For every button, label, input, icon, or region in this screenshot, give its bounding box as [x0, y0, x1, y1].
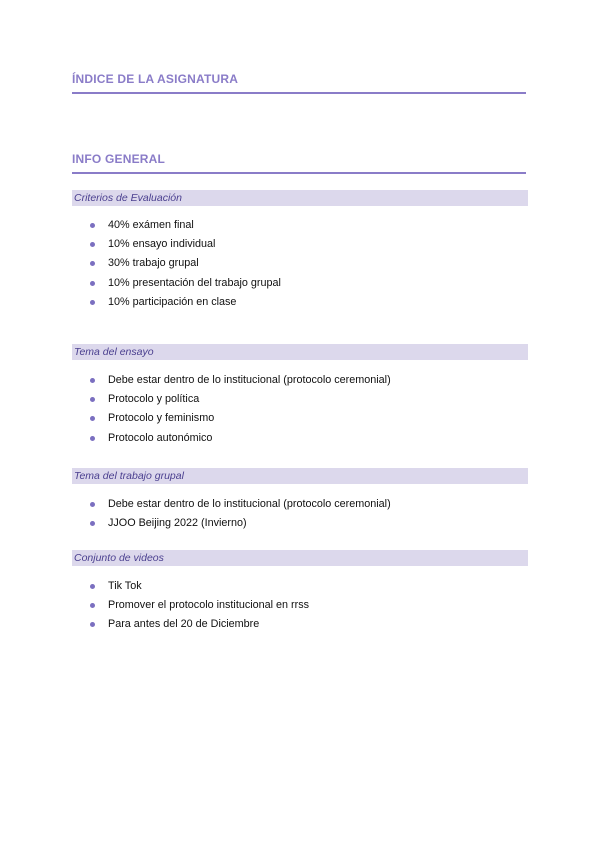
list-item: 30% trabajo grupal — [72, 254, 281, 273]
bullet-icon — [90, 281, 95, 286]
bullet-icon — [90, 300, 95, 305]
list-item: Para antes del 20 de Diciembre — [72, 615, 309, 634]
bullet-icon — [90, 436, 95, 441]
list-item: Tik Tok — [72, 577, 309, 596]
bullet-icon — [90, 223, 95, 228]
list-item: Protocolo y política — [72, 390, 391, 409]
list-item: Debe estar dentro de lo institucional (protocolo ceremonial) — [72, 495, 391, 514]
heading-indice: ÍNDICE DE LA ASIGNATURA — [72, 72, 526, 94]
list-item: 10% presentación del trabajo grupal — [72, 274, 281, 293]
bullet-icon — [90, 261, 95, 266]
list-item: JJOO Beijing 2022 (Invierno) — [72, 514, 391, 533]
bullet-icon — [90, 584, 95, 589]
section-title-trabajo-grupal: Tema del trabajo grupal — [72, 468, 528, 484]
list-item: Protocolo autonómico — [72, 429, 391, 448]
section-title-criterios: Criterios de Evaluación — [72, 190, 528, 206]
list-criterios — [72, 216, 281, 312]
list-item: 10% participación en clase — [72, 293, 281, 312]
bullet-icon — [90, 502, 95, 507]
list-item: Promover el protocolo institucional en rrss — [72, 596, 309, 615]
list-tema-ensayo — [72, 371, 391, 448]
bullet-icon — [90, 622, 95, 627]
section-title-conjunto-videos: Conjunto de videos — [72, 550, 528, 566]
list-trabajo-grupal — [72, 495, 391, 533]
section-title-tema-ensayo: Tema del ensayo — [72, 344, 528, 360]
bullet-icon — [90, 397, 95, 402]
heading-info-general: INFO GENERAL — [72, 152, 526, 174]
list-conjunto-videos — [72, 577, 309, 635]
list-item: Debe estar dentro de lo institucional (protocolo ceremonial) — [72, 371, 391, 390]
bullet-icon — [90, 603, 95, 608]
bullet-icon — [90, 416, 95, 421]
bullet-icon — [90, 521, 95, 526]
list-item: 40% exámen final — [72, 216, 281, 235]
list-item: 10% ensayo individual — [72, 235, 281, 254]
bullet-icon — [90, 242, 95, 247]
bullet-icon — [90, 378, 95, 383]
list-item: Protocolo y feminismo — [72, 409, 391, 428]
